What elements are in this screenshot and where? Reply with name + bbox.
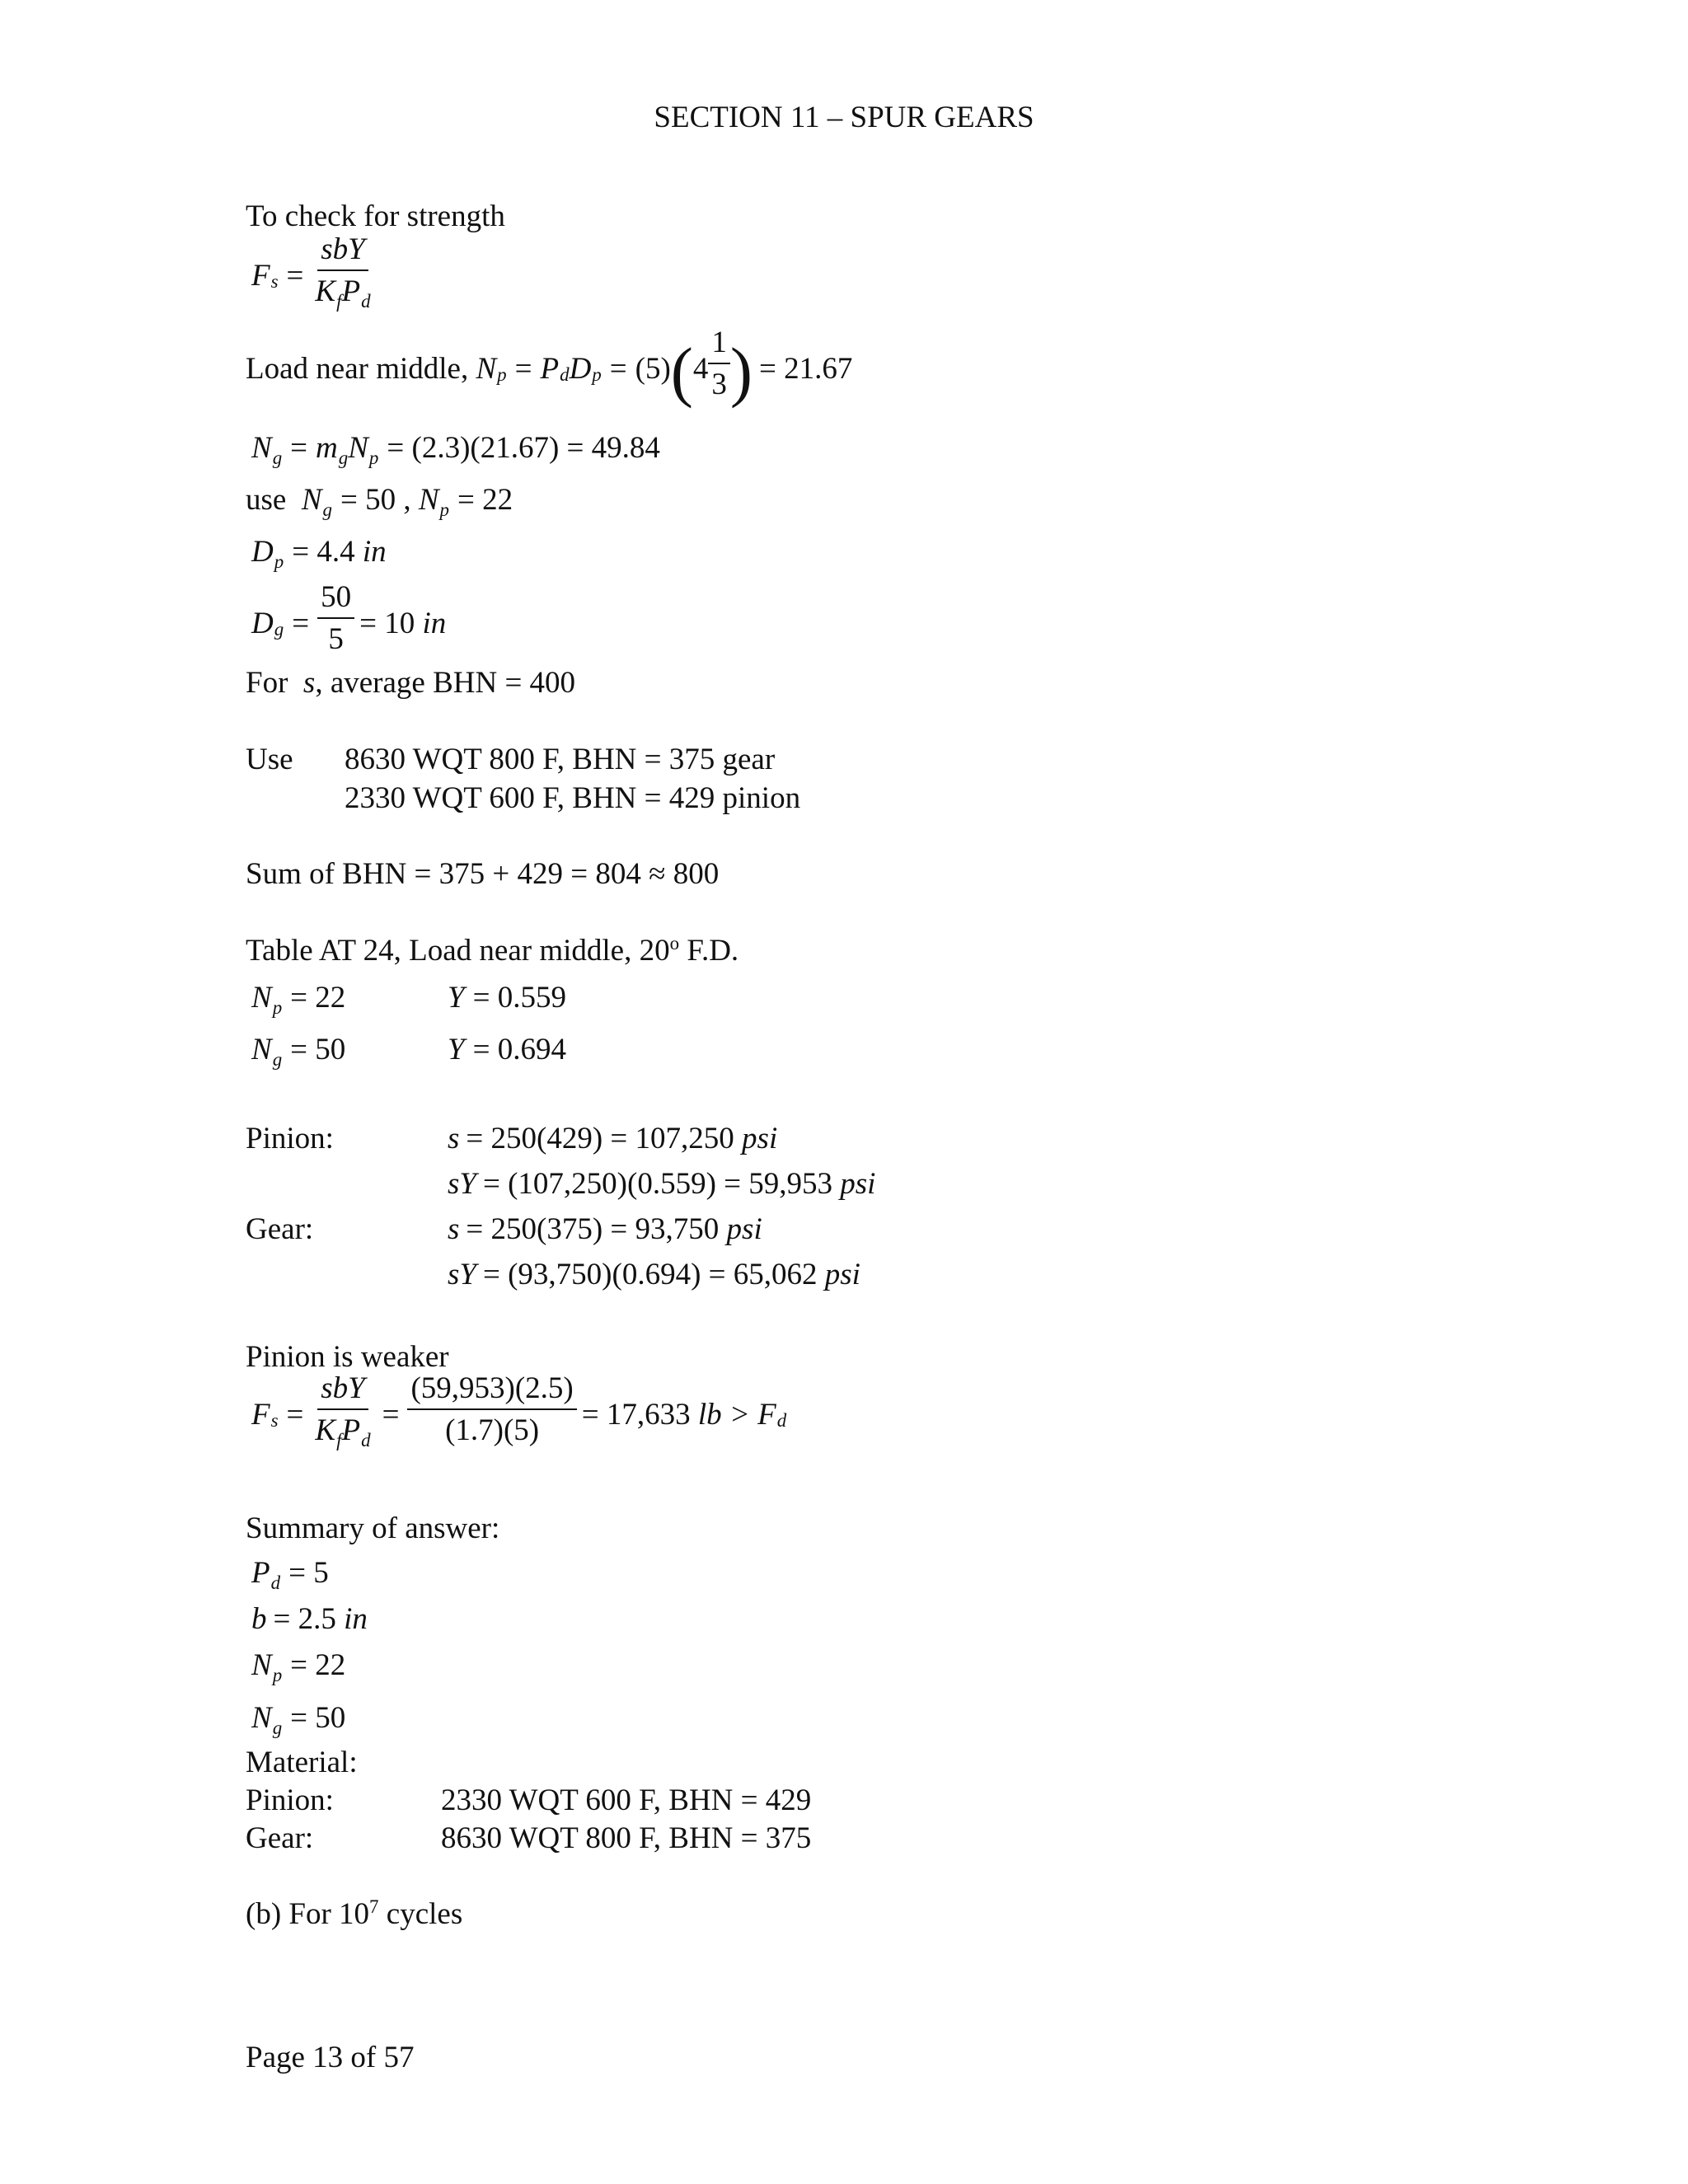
- use-material-line-2: 2330 WQT 600 F, BHN = 429 pinion: [345, 781, 801, 815]
- y-value-row-gear: N g = 50: [251, 1033, 346, 1071]
- sum-bhn-line: Sum of BHN = 375 + 429 = 804 ≈ 800: [246, 857, 720, 891]
- strength-heading: To check for strength: [246, 199, 505, 233]
- summary-gear-label: Gear:: [246, 1821, 314, 1855]
- dg-fraction: $\frac{50}{5}$: [317, 582, 354, 654]
- summary-pinion-label: Pinion:: [246, 1783, 334, 1817]
- summary-pinion-material: 2330 WQT 600 F, BHN = 429: [441, 1783, 812, 1817]
- fs-fraction: $\frac{\text{sbY}}{K_fP_d}$: [315, 232, 371, 312]
- ng-line: N g = m g N p = (2.3)(21.67) = 49.84: [251, 431, 660, 469]
- summary-heading: Summary of answer:: [246, 1511, 500, 1545]
- pinion-label: Pinion:: [246, 1122, 334, 1155]
- use-label: Use: [246, 743, 293, 776]
- dg-line: D g = $\frac{50}{5}$ = 10 in: [251, 580, 447, 656]
- y-value-gear: Y = 0.694: [448, 1033, 566, 1066]
- for-s-line: For s , average BHN = 400: [246, 666, 576, 700]
- page-number: Page 13 of 57: [246, 2041, 415, 2074]
- fs-final-fraction-1: $\frac{\text{sbY}}{K_fP_d}$: [315, 1371, 371, 1451]
- summary-gear-material: 8630 WQT 800 F, BHN = 375: [441, 1821, 812, 1855]
- summary-pd: P d = 5: [251, 1556, 329, 1594]
- summary-np: N p = 22: [251, 1648, 346, 1686]
- table-reference-line: Table AT 24, Load near middle, 20$^o$ F.D.: [246, 933, 739, 968]
- section-title: SECTION 11 – SPUR GEARS: [654, 101, 1034, 134]
- dp-line: D p = 4.4 in: [251, 535, 387, 573]
- gear-sy-calc: sY = (93,750)(0.694) = 65,062 psi: [448, 1258, 860, 1291]
- summary-b: b = 2.5 in: [251, 1602, 368, 1636]
- pinion-sy-calc: sY = (107,250)(0.559) = 59,953 psi: [448, 1167, 876, 1201]
- fs-final-fraction-2: $\frac{(59,953)(2.5)}{(1.7)(5)}$: [407, 1373, 576, 1446]
- gear-label: Gear:: [246, 1212, 314, 1246]
- y-value-pinion: Y = 0.559: [448, 981, 566, 1015]
- summary-ng: N g = 50: [251, 1701, 346, 1739]
- y-value-row-pinion: N p = 22: [251, 981, 346, 1019]
- fs-formula: F s = $\frac{\text{sbY}}{K_fP_d}$: [251, 239, 374, 312]
- material-label: Material:: [246, 1746, 358, 1779]
- use-line: use N g = 50 , N p = 22: [246, 483, 513, 521]
- page-header: [0, 102, 1688, 133]
- use-material-line-1: 8630 WQT 800 F, BHN = 375 gear: [345, 743, 776, 776]
- load-near-middle-line: Load near middle, N p = P d D p = (5) ( 4 $\frac{1}{3}$ ) = 21.67: [246, 326, 853, 410]
- part-b-heading: (b) For $10^7$ cycles: [246, 1896, 463, 1931]
- gear-s-calc: s = 250(375) = 93,750 psi: [448, 1212, 762, 1246]
- weaker-heading: Pinion is weaker: [246, 1340, 449, 1374]
- fs-final-formula: F s = $\frac{\text{sbY}}{K_fP_d}$ = $\frac{(59,953)(2.5)}{(1.7)(5)}$ = 17,633 lb > F d: [251, 1371, 787, 1451]
- pinion-s-calc: s = 250(429) = 107,250 psi: [448, 1122, 778, 1155]
- one-third-fraction: $\frac{1}{3}$: [708, 327, 730, 400]
